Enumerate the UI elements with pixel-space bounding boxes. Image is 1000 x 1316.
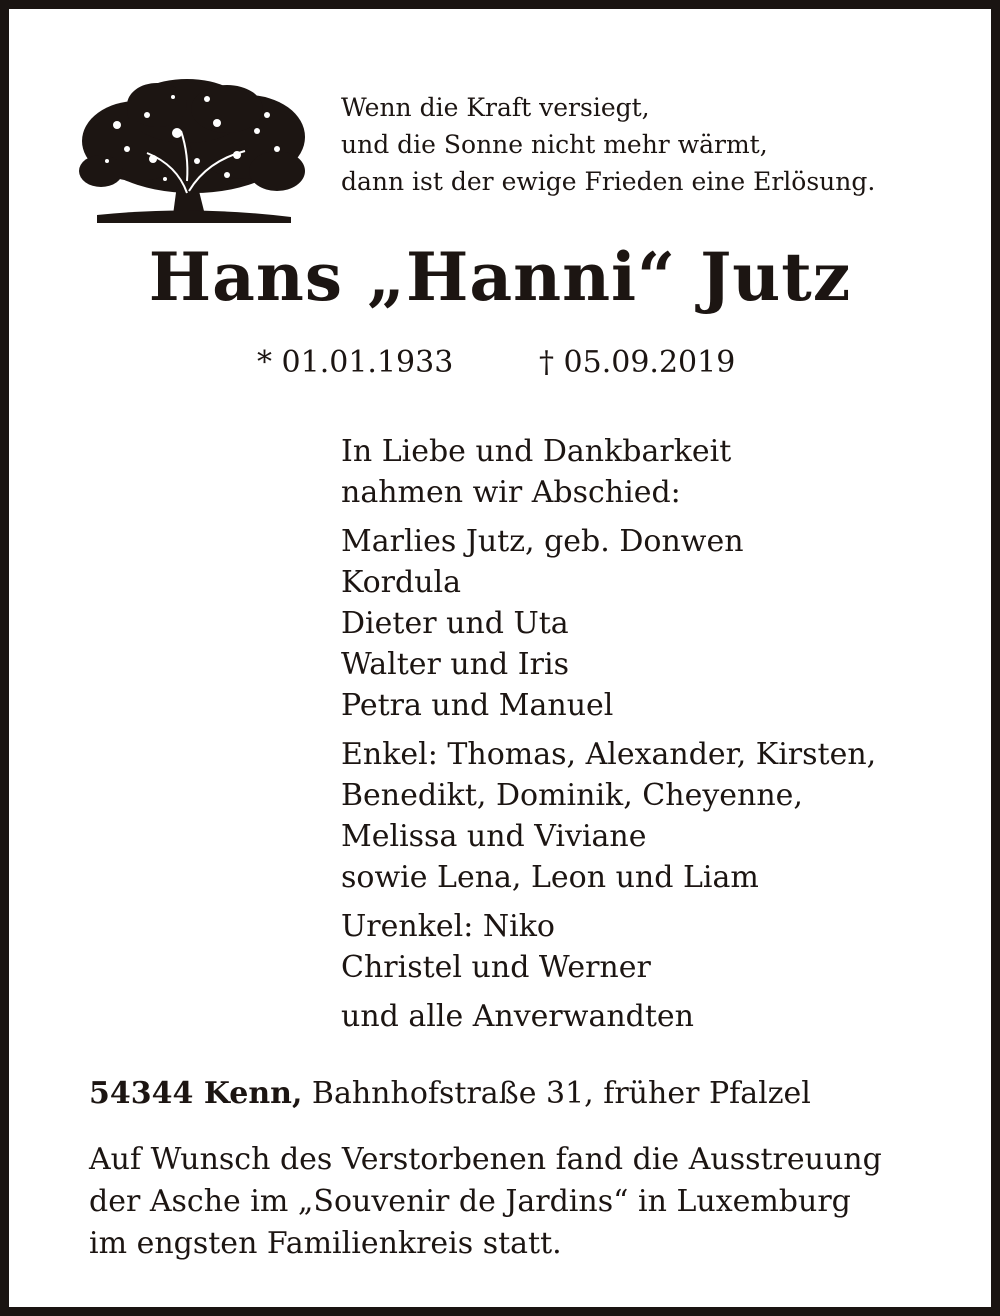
address-line <box>89 1073 811 1115</box>
birth-date: * 01.01.1933 <box>257 345 454 380</box>
family-member: Marlies Jutz, geb. Donwen <box>341 524 744 559</box>
great-grandchildren-list <box>341 906 876 988</box>
deceased-name: Hans „Hanni“ Jutz <box>148 238 852 316</box>
intro-line: In Liebe und Dankbarkeit <box>341 434 732 469</box>
motto-line: dann ist der ewige Frieden eine Erlösung. <box>341 167 876 196</box>
motto-line: Wenn die Kraft versiegt, <box>341 93 650 122</box>
address-city: 54344 Kenn, <box>89 1076 303 1111</box>
great-grandchildren-line: Christel und Werner <box>341 950 651 985</box>
death-date: † 05.09.2019 <box>539 345 736 380</box>
family-member: Kordula <box>341 565 462 600</box>
address-street: Bahnhofstraße 31, früher Pfalzel <box>302 1076 811 1111</box>
note-line: der Asche im „Souvenir de Jardins“ in Luxemburg <box>89 1184 851 1219</box>
grandchildren-line: Enkel: Thomas, Alexander, Kirsten, <box>341 737 877 772</box>
family-member: Petra und Manuel <box>341 688 614 723</box>
family-list <box>341 521 876 726</box>
family-member: Walter und Iris <box>341 647 569 682</box>
grandchildren-line: Melissa und Viviane <box>341 819 647 854</box>
note-line: Auf Wunsch des Verstorbenen fand die Ausstreuung <box>89 1142 882 1177</box>
mourners-block <box>341 431 876 1045</box>
relatives-line <box>341 996 876 1037</box>
great-grandchildren-line: Urenkel: Niko <box>341 909 555 944</box>
motto-verse <box>341 89 875 200</box>
grandchildren-list <box>341 734 876 898</box>
intro-line: nahmen wir Abschied: <box>341 475 681 510</box>
tree-icon <box>77 75 309 227</box>
motto-line: und die Sonne nicht mehr wärmt, <box>341 130 768 159</box>
grandchildren-line: Benedikt, Dominik, Cheyenne, <box>341 778 803 813</box>
funeral-note <box>89 1139 882 1265</box>
grandchildren-line: sowie Lena, Leon und Liam <box>341 860 759 895</box>
family-member: Dieter und Uta <box>341 606 569 641</box>
relatives-text: und alle Anverwandten <box>341 999 694 1034</box>
intro-text <box>341 431 876 513</box>
note-line: im engsten Familienkreis statt. <box>89 1226 562 1261</box>
